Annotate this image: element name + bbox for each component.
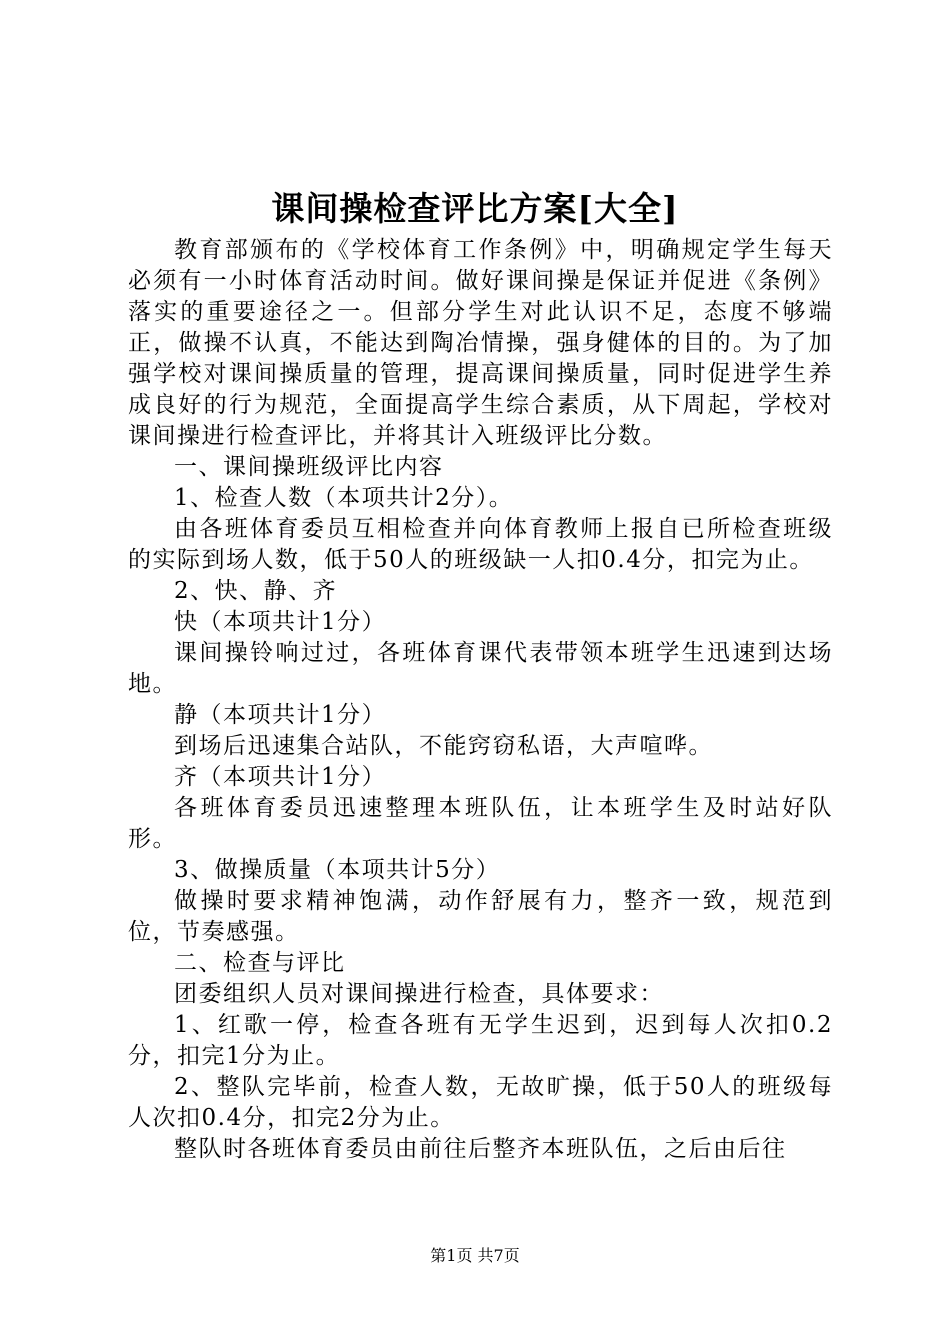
item-2-quiet-text: 到场后迅速集合站队，不能窍窃私语，大声喧哗。 (174, 733, 713, 759)
section-2-item-2: 2、整队完毕前，检查人数，无故旷操，低于50人的班级每人次扣0.4分，扣完2分为止。 (128, 1074, 833, 1131)
section-2-intro: 团委组织人员对课间操进行检查，具体要求： (174, 981, 664, 1007)
item-3-text: 做操时要求精神饱满，动作舒展有力，整齐一致，规范到位，节奏感强。 (128, 888, 833, 945)
item-2-neat-heading: 齐（本项共计1分） (174, 764, 387, 790)
item-3-heading: 3、做操质量（本项共计5分） (174, 857, 501, 883)
section-2-item-2-cont: 整队时各班体育委员由前往后整齐本班队伍，之后由后往 (174, 1136, 787, 1162)
item-1-text: 由各班体育委员互相检查并向体育教师上报自已所检查班级的实际到场人数，低于50人的班级缺一人扣0.4分，扣完为止。 (128, 516, 833, 573)
document-body (128, 235, 833, 1165)
item-2-heading: 2、快、静、齐 (174, 578, 338, 604)
section-heading-2: 二、检查与评比 (174, 950, 346, 976)
page-footer: 第1页 共7页 (430, 1246, 520, 1265)
document-title: 课间操检查评比方案[大全] (271, 189, 679, 228)
section-heading-1: 一、课间操班级评比内容 (174, 454, 444, 480)
item-2-quiet-heading: 静（本项共计1分） (174, 702, 387, 728)
section-2-item-1: 1、红歌一停，检查各班有无学生迟到，迟到每人次扣0.2分，扣完1分为止。 (128, 1012, 833, 1069)
item-1-heading: 1、检查人数（本项共计2分）。 (174, 485, 514, 511)
paragraph-intro: 教育部颁布的《学校体育工作条例》中，明确规定学生每天必须有一小时体育活动时间。做好课间操是保证并促进《条例》落实的重要途径之一。但部分学生对此认识不足，态度不够端正，做操不认真，不能达到陶冶情操，强身健体的目的。为了加强学校对课间操质量的管理，提高课间操质量，同时促进学生养成良好的行为规范，全面提高学生综合素质，从下周起，学校对课间操进行检查评比，并将其计入班级评比分数。 (128, 237, 833, 449)
item-2-fast-text: 课间操铃响过过，各班体育课代表带领本班学生迅速到达场地。 (128, 640, 833, 697)
item-2-fast-heading: 快（本项共计1分） (174, 609, 387, 635)
item-2-neat-text: 各班体育委员迅速整理本班队伍，让本班学生及时站好队形。 (128, 795, 833, 852)
